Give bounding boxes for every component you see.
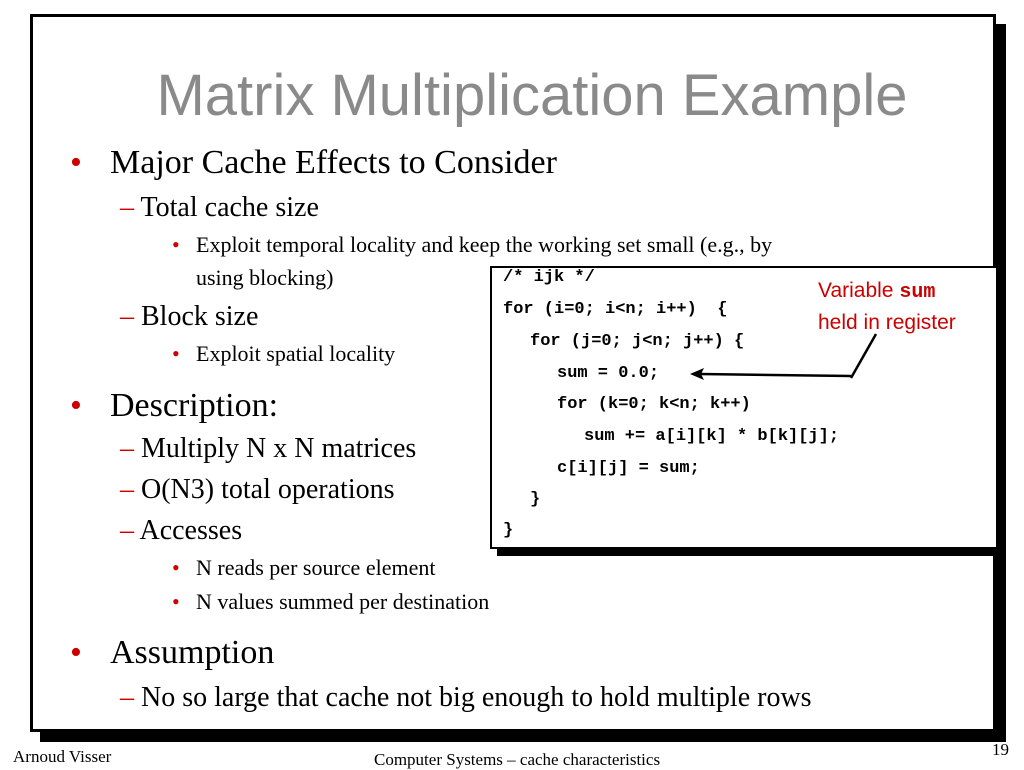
code-line-close-i: } [503, 521, 514, 540]
bullet-marker: • [172, 341, 180, 366]
footer-course: Computer Systems – cache characteristics [374, 750, 661, 769]
annotation-prefix: Variable [818, 279, 900, 302]
bullet-marker: • [172, 589, 180, 614]
footer-author: Arnoud Visser [13, 747, 112, 766]
dash-marker: – [120, 682, 134, 713]
arrow-diagonal [851, 334, 876, 378]
bullet-text: Description: [110, 387, 279, 424]
code-line-close-j: } [530, 490, 541, 509]
page-number: 19 [992, 740, 1009, 759]
code-line-comment: /* ijk */ [503, 268, 595, 287]
subbullet-text: Block size [141, 301, 259, 332]
dash-marker: – [120, 474, 134, 505]
subbullet-text: Multiply N x N matrices [141, 433, 417, 464]
annotation-line2: held in register [818, 311, 956, 334]
code-line-sum-init: sum = 0.0; [557, 364, 660, 383]
point-text: Exploit temporal locality and keep the working set small (e.g., by [196, 232, 773, 257]
bullet-marker: • [172, 555, 180, 580]
code-line-for-i: for (i=0; i<n; i++) { [503, 300, 728, 319]
slide-title: Matrix Multiplication Example [156, 63, 908, 128]
subbullet-text: Accesses [139, 515, 243, 546]
annotation-variable: sum [899, 281, 936, 304]
bullet-marker: • [70, 634, 82, 671]
code-line-store-c: c[i][j] = sum; [557, 459, 700, 478]
code-line-for-j: for (j=0; j<n; j++) { [530, 332, 745, 351]
arrow-shaft [700, 374, 851, 376]
code-line-sum-accumulate: sum += a[i][k] * b[k][j]; [584, 427, 840, 446]
bullet-text: Assumption [110, 634, 275, 671]
point-text: N reads per source element [196, 555, 436, 580]
dash-marker: – [120, 433, 134, 464]
point-exploit-temporal-line2: using blocking) [196, 265, 334, 290]
bullet-marker: • [172, 232, 180, 257]
point-text: N values summed per destination [196, 589, 490, 614]
dash-marker: – [120, 515, 134, 546]
subbullet-text: O(N3) total operations [141, 474, 395, 505]
bullet-marker: • [70, 144, 82, 181]
code-line-for-k: for (k=0; k<n; k++) [557, 395, 751, 414]
bullet-marker: • [70, 387, 82, 424]
bullet-text: Major Cache Effects to Consider [110, 144, 557, 181]
subbullet-text: No so large that cache not big enough to hold multiple rows [141, 682, 812, 713]
subbullet-text: Total cache size [140, 192, 319, 223]
dash-marker: – [120, 301, 134, 332]
point-text: Exploit spatial locality [196, 341, 396, 366]
dash-marker: – [120, 192, 134, 223]
